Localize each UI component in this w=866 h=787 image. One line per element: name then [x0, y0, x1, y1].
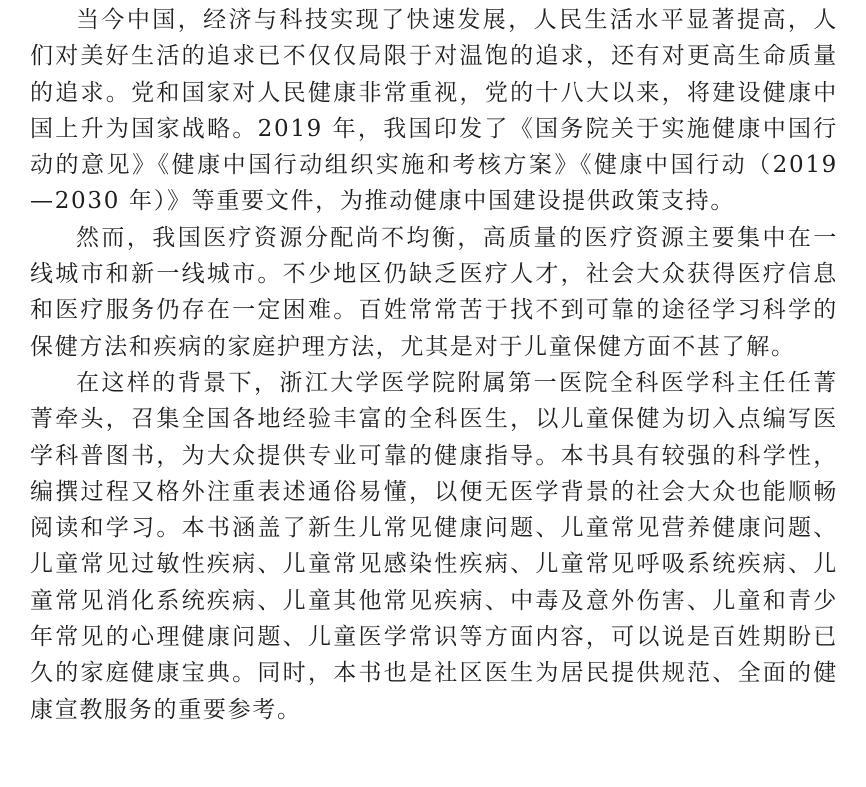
paragraph-3: 在这样的背景下，浙江大学医学院附属第一医院全科医学科主任任菁菁牵头，召集全国各地经验丰富的全科医生，以儿童保健为切入点编写医学科普图书，为大众提供专业可靠的健康指导。本书具有较强的科学性，编撰过程又格外注重表述通俗易懂，以便无医学背景的社会大众也能顺畅阅读和学习。本书涵盖了新生儿常见健康问题、儿童常见营养健康问题、儿童常见过敏性疾病、儿童常见感染性疾病、儿童常见呼吸系统疾病、儿童常见消化系统疾病、儿童其他常见疾病、中毒及意外伤害、儿童和青少年常见的心理健康问题、儿童医学常识等方面内容，可以说是百姓期盼已久的家庭健康宝典。同时，本书也是社区医生为居民提供规范、全面的健康宣教服务的重要参考。 [30, 369, 838, 723]
paragraph-1: 当今中国，经济与科技实现了快速发展，人民生活水平显著提高，人们对美好生活的追求已不仅仅局限于对温饱的追求，还有对更高生命质量的追求。党和国家对人民健康非常重视，党的十八大以来，将建设健康中国上升为国家战略。2019 年，我国印发了《国务院关于实施健康中国行动的意见》《健康中国行动组织实施和考核方案》《健康中国行动（2019—2030 年）》等重要文件，为推动健康中国建设提供政策支持。 [30, 7, 838, 215]
paragraph-2: 然而，我国医疗资源分配尚不均衡，高质量的医疗资源主要集中在一线城市和新一线城市。不少地区仍缺乏医疗人才，社会大众获得医疗信息和医疗服务仍存在一定困难。百姓常常苦于找不到可靠的途径学习科学的保健方法和疾病的家庭护理方法，尤其是对于儿童保健方面不甚了解。 [30, 224, 838, 360]
